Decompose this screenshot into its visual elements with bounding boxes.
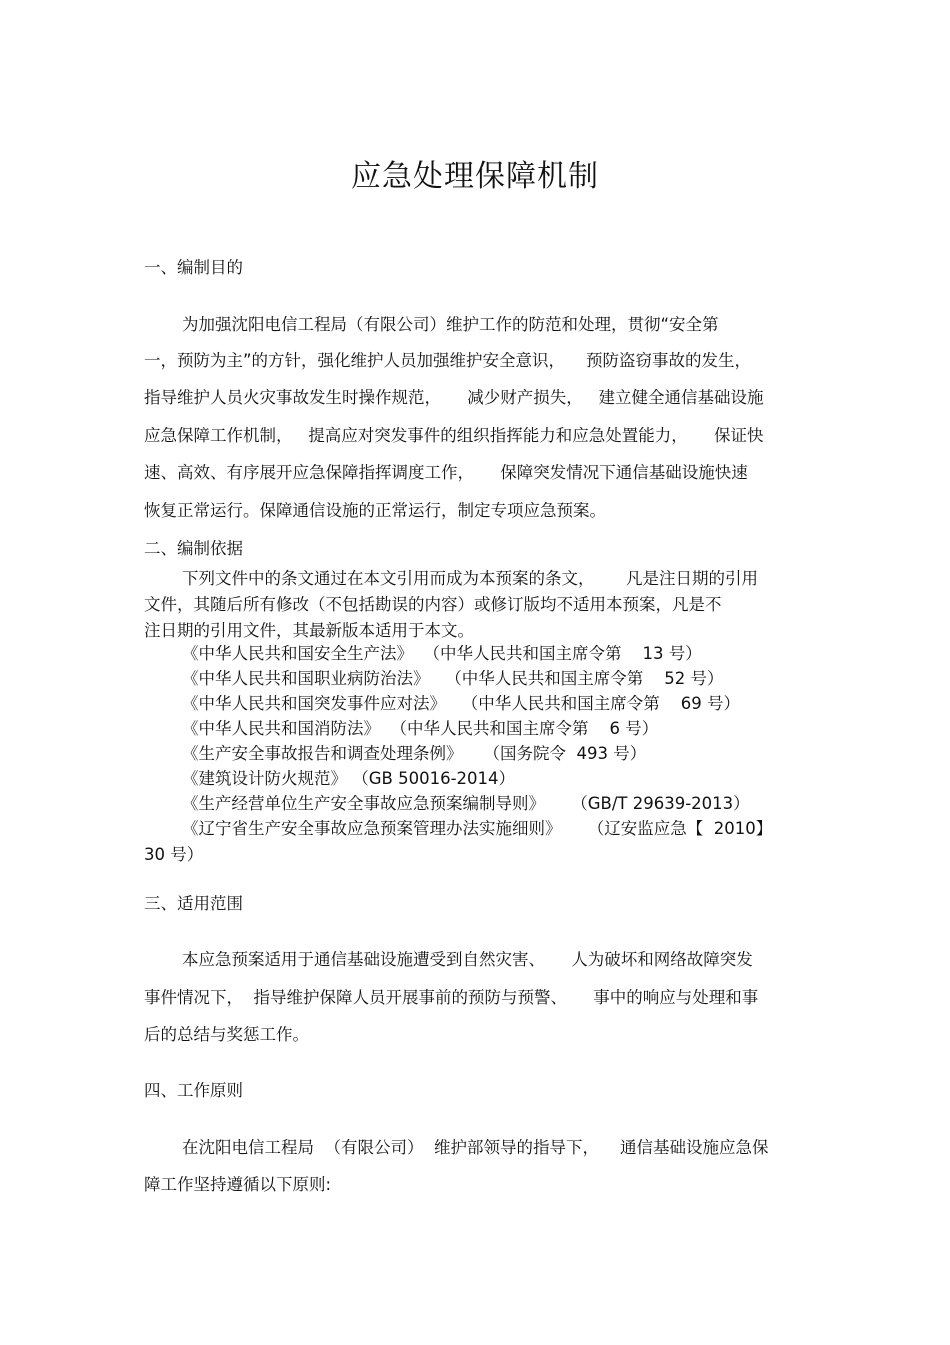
paragraph-line: 恢复正常运行。保障通信设施的正常运行，制定专项应急预案。 <box>144 501 606 520</box>
reference-item: 《建筑设计防火规范》 （GB 50016-2014） <box>182 769 516 788</box>
paragraph-line: 后的总结与奖惩工作。 <box>144 1025 309 1044</box>
reference-item: 《中华人民共和国消防法》 （中华人民共和国主席令第 6 号） <box>182 719 659 738</box>
reference-item: 《中华人民共和国职业病防治法》 （中华人民共和国主席令第 52 号） <box>182 669 724 688</box>
paragraph-line: 速、高效、有序展开应急保障指挥调度工作， 保障突发情况下通信基础设施快速 <box>144 463 748 482</box>
reference-item: 《中华人民共和国突发事件应对法》 （中华人民共和国主席令第 69 号） <box>182 694 740 713</box>
paragraph-line: 指导维护人员火灾事故发生时操作规范， 减少财产损失， 建立健全通信基础设施 <box>144 388 764 407</box>
reference-item-tail: 30 号） <box>144 845 204 864</box>
paragraph-line: 下列文件中的条文通过在本文引用而成为本预案的条文， 凡是注日期的引用 <box>182 569 758 588</box>
page-title: 应急处理保障机制 <box>351 159 599 194</box>
paragraph-line: 文件，其随后所有修改（不包括勘误的内容）或修订版均不适用本预案，凡是不 <box>144 595 722 614</box>
paragraph-line: 应急保障工作机制， 提高应对突发事件的组织指挥能力和应急处置能力， 保证快 <box>144 426 764 445</box>
paragraph-line: 一，预防为主”的方针，强化维护人员加强维护安全意识， 预防盗窃事故的发生， <box>144 351 752 370</box>
reference-item: 《生产安全事故报告和调查处理条例》 （国务院令 493 号） <box>182 744 647 763</box>
paragraph-line: 本应急预案适用于通信基础设施遭受到自然灾害、 人为破坏和网络故障突发 <box>182 950 753 969</box>
reference-item: 《生产经营单位生产安全事故应急预案编制导则》 （GB/T 29639-2013） <box>182 794 750 813</box>
paragraph-line: 障工作坚持遵循以下原则: <box>144 1175 332 1194</box>
paragraph-line: 事件情况下， 指导维护保障人员开展事前的预防与预警、 事中的响应与处理和事 <box>144 988 759 1007</box>
section-heading: 四、工作原则 <box>144 1081 243 1100</box>
paragraph-line: 注日期的引用文件，其最新版本适用于本文。 <box>144 621 474 640</box>
reference-item: 《辽宁省生产安全事故应急预案管理办法实施细则》 （辽安监应急【 2010】 <box>182 819 773 838</box>
section-heading: 二、编制依据 <box>144 539 243 558</box>
paragraph-line: 在沈阳电信工程局 （有限公司） 维护部领导的指导下， 通信基础设施应急保 <box>182 1138 769 1157</box>
paragraph-line: 为加强沈阳电信工程局（有限公司）维护工作的防范和处理，贯彻“安全第 <box>182 315 719 334</box>
section-heading: 三、适用范围 <box>144 894 243 913</box>
section-heading: 一、编制目的 <box>144 258 243 277</box>
reference-item: 《中华人民共和国安全生产法》 （中华人民共和国主席令第 13 号） <box>182 644 702 663</box>
